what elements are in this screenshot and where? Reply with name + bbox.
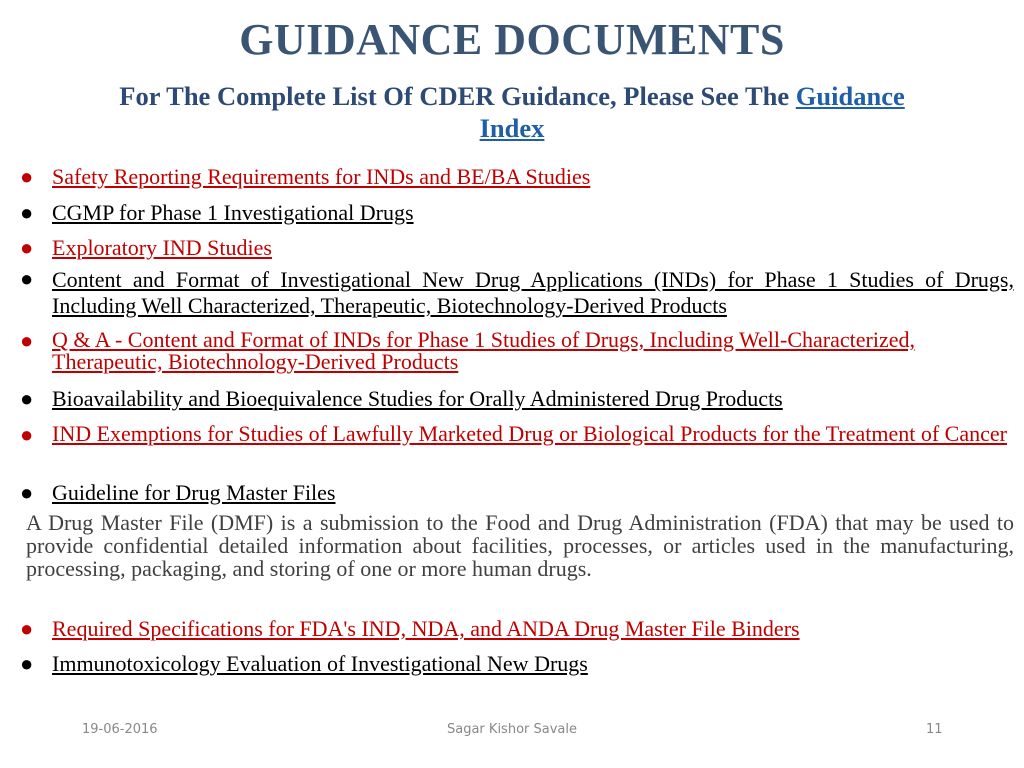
list-item [14,387,1014,411]
bullet-icon: ● [20,422,34,447]
list-item [14,423,1014,445]
bullet-icon: ● [20,616,34,641]
guidance-index-link-part1: Guidance [795,81,905,111]
list-item [14,481,1014,505]
ind-exemptions-link[interactable]: IND Exemptions for Studies of Lawfully Marketed Drug or Biological Products for the Treatment of Cancer [52,421,1007,446]
bioavailability-link[interactable]: Bioavailability and Bioequivalence Studies for Orally Administered Drug Products [52,386,783,411]
immunotoxicology-link[interactable]: Immunotoxicology Evaluation of Investigational New Drugs [52,651,588,676]
dmf-description: A Drug Master File (DMF) is a submission to the Food and Drug Administration (FDA) that may be used to provide confidential detailed information about facilities, processes, or articles used in the manufacturing, processing, packaging, and storing of one or more human drugs. [26,510,1014,581]
bullet-icon: ● [20,328,34,353]
bullet-icon: ● [20,266,34,291]
qa-ind-content-link[interactable]: Q & A - Content and Format of INDs for Phase 1 Studies of Drugs, Including Well-Characterized, Therapeutic, Biotechnology-Derived Products [52,327,915,374]
list-item [14,617,1014,641]
dmf-guideline-link[interactable]: Guideline for Drug Master Files [52,480,336,505]
subtitle-text: For The Complete List Of CDER Guidance, Please See The [119,81,796,111]
bullet-icon: ● [20,200,34,225]
subtitle [40,80,984,144]
ind-content-format-link[interactable]: Content and Format of Investigational New Drug Applications (INDs) for Phase 1 Studies of Drugs, Including Well Characterized, Therapeutic, Biotechnology-Derived Products [52,267,1014,318]
footer-author: Sagar Kishor Savale [447,722,577,737]
list-item [14,267,1014,319]
guidance-index-link-part2: Index [479,113,545,143]
bullet-icon: ● [20,164,34,189]
bullet-icon: ● [20,651,34,676]
dmf-binders-link[interactable]: Required Specifications for FDA's IND, NDA, and ANDA Drug Master File Binders [52,616,800,641]
list-item [14,201,1014,225]
page-title: GUIDANCE DOCUMENTS [239,15,785,64]
list-item [14,165,1014,189]
bullet-icon: ● [20,386,34,411]
footer-date: 19-06-2016 [82,722,158,737]
bullet-icon: ● [20,235,34,260]
list-item [14,652,1014,676]
bullet-icon: ● [20,480,34,505]
safety-reporting-link[interactable]: Safety Reporting Requirements for INDs and BE/BA Studies [52,164,591,189]
cgmp-phase1-link[interactable]: CGMP for Phase 1 Investigational Drugs [52,200,414,225]
footer-page-number: 11 [926,722,943,737]
list-item [14,329,1014,373]
exploratory-ind-link[interactable]: Exploratory IND Studies [52,235,272,260]
list-item [14,236,1014,260]
